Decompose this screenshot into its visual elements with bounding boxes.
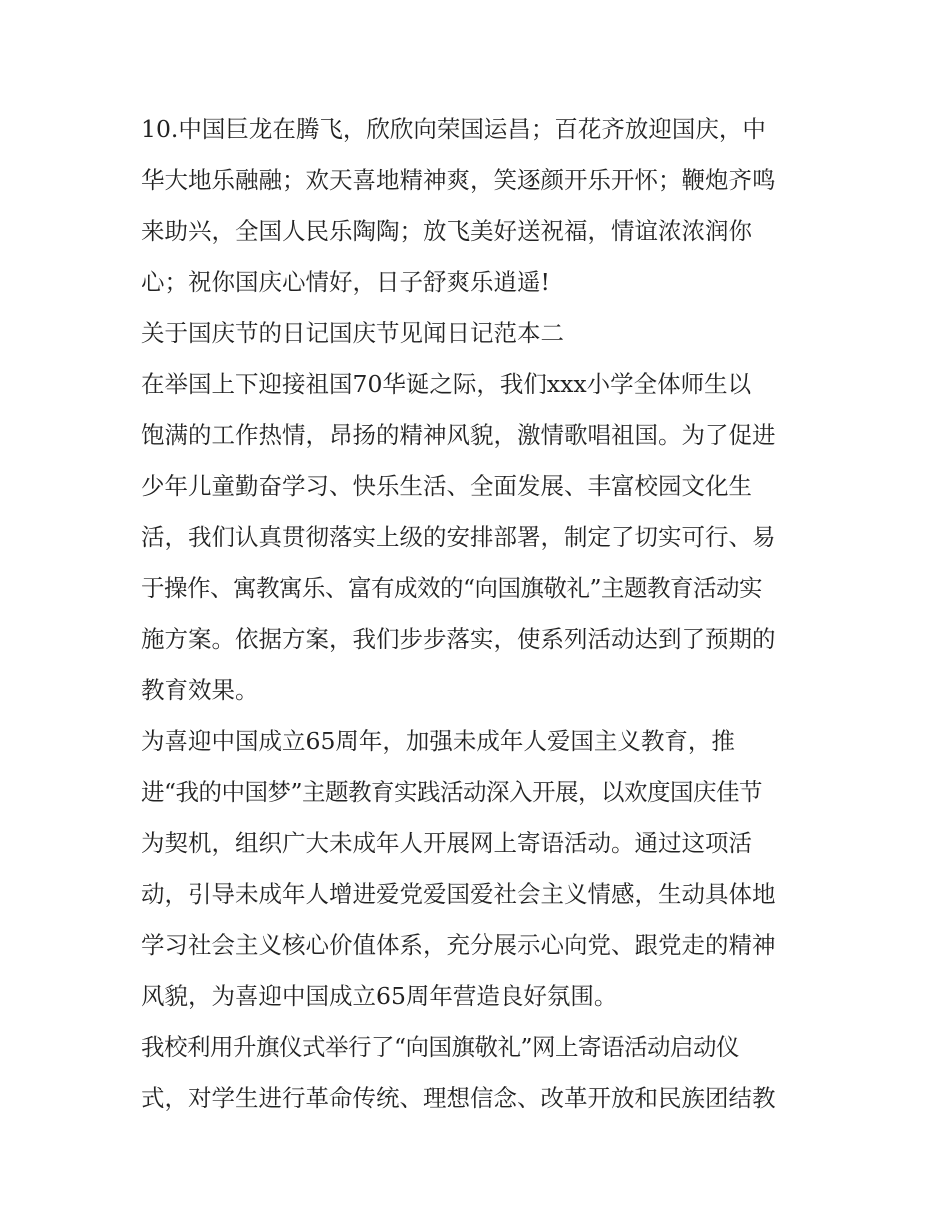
text-line: 于操作、寓教寓乐、富有成效的“向国旗敬礼”主题教育活动实	[141, 574, 763, 602]
text-line: 进“我的中国梦”主题教育实践活动深入开展，以欢度国庆佳节	[141, 778, 763, 806]
text-line: 10.中国巨龙在腾飞，欣欣向荣国运昌；百花齐放迎国庆，中	[141, 115, 766, 143]
text-line: 华大地乐融融；欢天喜地精神爽，笑逐颜开乐开怀；鞭炮齐鸣	[141, 166, 776, 194]
text-line: 动，引导未成年人增进爱党爱国爱社会主义情感，生动具体地	[141, 880, 776, 908]
text-line: 在举国上下迎接祖国70华诞之际，我们xxx小学全体师生以	[141, 370, 752, 398]
section-heading: 关于国庆节的日记国庆节见闻日记范本二	[141, 319, 564, 347]
text-line: 为契机，组织广大未成年人开展网上寄语活动。通过这项活	[141, 829, 752, 857]
document-body	[141, 110, 817, 1130]
text-line: 少年儿童勤奋学习、快乐生活、全面发展、丰富校园文化生	[141, 472, 752, 500]
text-line: 风貌，为喜迎中国成立65周年营造良好氛围。	[141, 982, 618, 1010]
text-line: 教育效果。	[141, 676, 259, 704]
text-line: 来助兴，全国人民乐陶陶；放飞美好送祝福，情谊浓浓润你	[141, 217, 752, 245]
text-line: 式，对学生进行革命传统、理想信念、改革开放和民族团结教	[141, 1084, 776, 1112]
text-line: 为喜迎中国成立65周年，加强未成年人爱国主义教育，推	[141, 727, 735, 755]
text-line: 活，我们认真贯彻落实上级的安排部署，制定了切实可行、易	[141, 523, 776, 551]
text-line: 我校利用升旗仪式举行了“向国旗敬礼”网上寄语活动启动仪	[141, 1033, 740, 1061]
text-line: 学习社会主义核心价值体系，充分展示心向党、跟党走的精神	[141, 931, 776, 959]
text-line: 施方案。依据方案，我们步步落实，使系列活动达到了预期的	[141, 625, 776, 653]
text-line: 饱满的工作热情，昂扬的精神风貌，激情歌唱祖国。为了促进	[141, 421, 776, 449]
text-line: 心；祝你国庆心情好，日子舒爽乐逍遥!	[141, 268, 550, 296]
